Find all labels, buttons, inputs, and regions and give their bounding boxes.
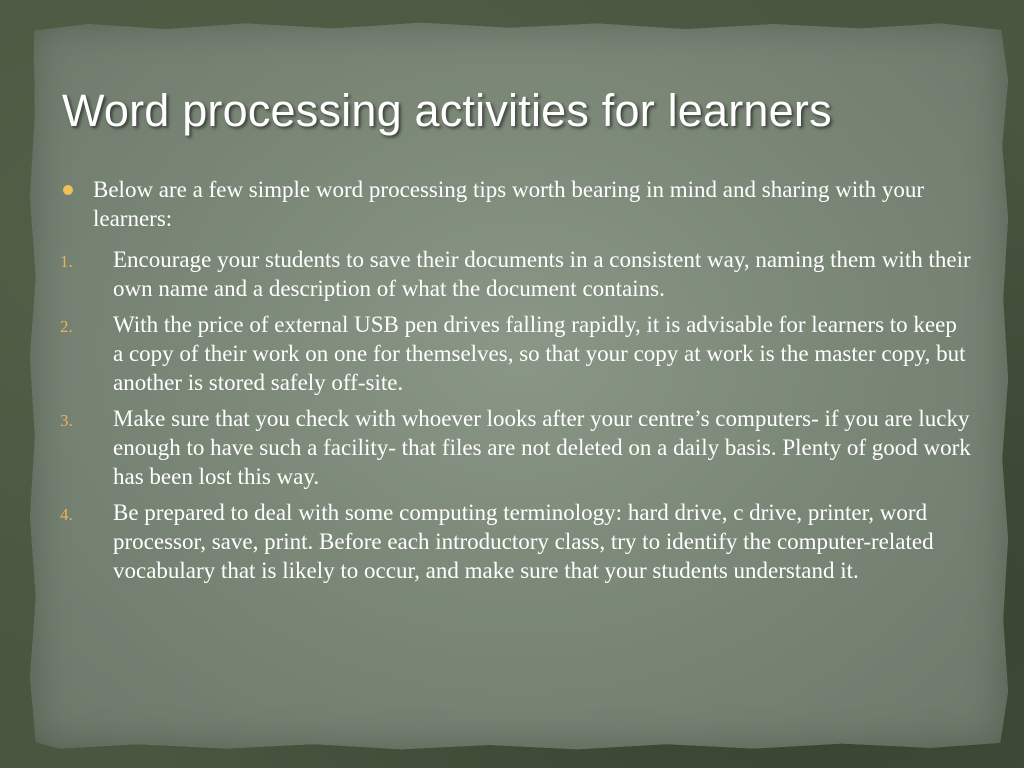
- list-number: 2.: [60, 317, 73, 336]
- list-item-1: [60, 245, 972, 303]
- list-item-text: Be prepared to deal with some computing terminology: hard drive, c drive, printer, word processor, save, print. Before each introductory class, try to identify the computer-related vocabulary that is likely to occur, and make sure that your students understand it.: [113, 500, 934, 583]
- list-item-text: With the price of external USB pen drives falling rapidly, it is advisable for learners to keep a copy of their work on one for themselves, so that your copy at work is the master copy, but another is stored safely off-site.: [113, 312, 966, 395]
- list-item-text: Make sure that you check with whoever looks after your centre’s computers- if you are lucky enough to have such a facility- that files are not deleted on a daily basis. Plenty of good work has been lost this way.: [113, 406, 971, 489]
- list-item-2: [60, 310, 972, 397]
- intro-text: Below are a few simple word processing tips worth bearing in mind and sharing with your learners:: [93, 177, 925, 231]
- list-item-3: [60, 404, 972, 491]
- list-item-text: Encourage your students to save their documents in a consistent way, naming them with their own name and a description of what the document contains.: [113, 247, 971, 301]
- bullet-icon: [63, 185, 73, 195]
- list-item-4: [60, 498, 972, 585]
- list-number: 4.: [60, 505, 73, 524]
- list-number: 1.: [60, 252, 73, 271]
- slide-title: Word processing activities for learners: [62, 85, 832, 136]
- list-number: 3.: [60, 411, 73, 430]
- intro-bullet: [60, 175, 972, 233]
- slide-content: [60, 175, 972, 592]
